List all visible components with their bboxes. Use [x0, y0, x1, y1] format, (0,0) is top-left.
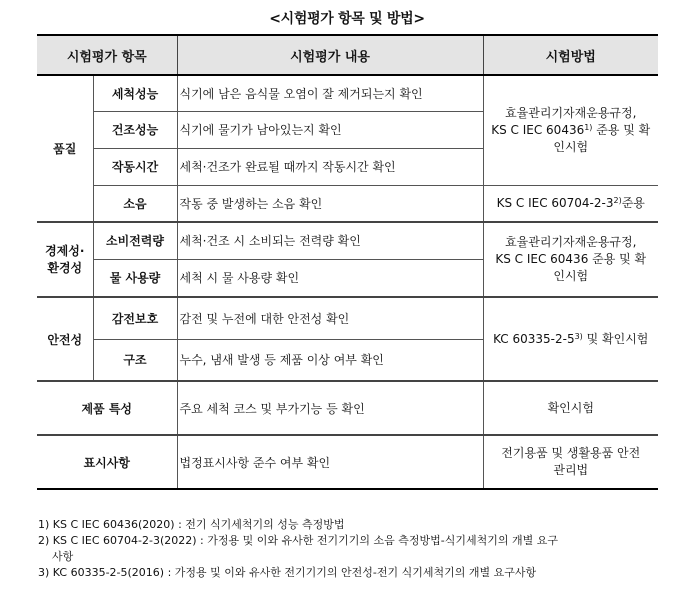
- header-item: 시험평가 항목: [37, 35, 177, 75]
- table-row: [37, 222, 658, 259]
- content-drying: 식기에 물기가 남아있는지 확인: [177, 111, 483, 148]
- table-header-row: [37, 35, 658, 75]
- footnotes: [38, 517, 678, 581]
- method-quality: [483, 75, 658, 185]
- method-labeling-line2: 관리법: [553, 463, 589, 477]
- sub-water: 물 사용량: [93, 259, 177, 297]
- method-noise-tail: 준용: [621, 195, 645, 210]
- page-title: <시험평가 항목 및 방법>: [269, 11, 425, 27]
- header-content: 시험평가 내용: [177, 35, 483, 75]
- category-economy: [37, 222, 93, 297]
- method-quality-line1: 효율관리기자재운용규정,: [505, 105, 637, 120]
- method-quality-tail: 준용 및 확: [592, 122, 651, 137]
- footnote-3: 3) KC 60335-2-5(2016) : 가정용 및 이와 유사한 전기기기의 안전성-전기 식기세척기의 개별 요구사항: [38, 566, 537, 579]
- method-safety-tail: 및 확인시험: [582, 331, 649, 346]
- content-water: 세척 시 물 사용량 확인: [177, 259, 483, 297]
- test-evaluation-table: [37, 34, 658, 490]
- footnote-1: 1) KS C IEC 60436(2020) : 전기 식기세척기의 성능 측정방법: [38, 518, 345, 531]
- method-noise: [483, 185, 658, 222]
- sub-structure: 구조: [93, 339, 177, 381]
- sub-drying: 건조성능: [93, 111, 177, 148]
- method-economy-line3: 인시험: [553, 269, 589, 283]
- content-electric: 감전 및 누전에 대한 안전성 확인: [177, 297, 483, 339]
- sub-operating-time: 작동시간: [93, 148, 177, 185]
- category-safety: 안전성: [37, 297, 93, 381]
- sub-power: 소비전력량: [93, 222, 177, 259]
- category-economy-line2: 환경성: [47, 260, 83, 275]
- method-safety-std: KC 60335-2-5: [493, 331, 575, 346]
- content-operating-time: 세척·건조가 완료될 때까지 작동시간 확인: [177, 148, 483, 185]
- category-economy-line1: 경제성·: [45, 243, 85, 258]
- category-quality: 품질: [37, 75, 93, 222]
- method-features: 확인시험: [483, 381, 658, 435]
- footnote-ref-2: 2): [613, 195, 622, 205]
- method-economy-line1: 효율관리기자재운용규정,: [505, 235, 637, 249]
- sub-electric: 감전보호: [93, 297, 177, 339]
- header-method: 시험방법: [483, 35, 658, 75]
- method-quality-std: KS C IEC 60436: [491, 122, 585, 137]
- table-row: [37, 75, 658, 111]
- method-labeling-line1: 전기용품 및 생활용품 안전: [501, 446, 641, 460]
- method-economy-line2: KS C IEC 60436 준용 및 확: [495, 252, 647, 266]
- sub-washing: 세척성능: [93, 75, 177, 111]
- content-labeling: 법정표시사항 준수 여부 확인: [177, 435, 483, 489]
- table-row: [37, 435, 658, 489]
- method-safety: [483, 297, 658, 381]
- content-power: 세척·건조 시 소비되는 전력량 확인: [177, 222, 483, 259]
- table-row: [37, 381, 658, 435]
- footnote-ref-1: 1): [584, 122, 593, 132]
- method-quality-line2: [486, 122, 657, 139]
- table-row: [37, 185, 658, 222]
- sub-noise: 소음: [93, 185, 177, 222]
- method-labeling: [483, 435, 658, 489]
- footnote-ref-3: 3): [574, 331, 583, 341]
- footnote-2-continued: 사항: [52, 550, 74, 563]
- footnote-2: 2) KS C IEC 60704-2-3(2022) : 가정용 및 이와 유사한 전기기기의 소음 측정방법-식기세척기의 개별 요구: [38, 534, 558, 547]
- content-structure: 누수, 냄새 발생 등 제품 이상 여부 확인: [177, 339, 483, 381]
- method-economy: [483, 222, 658, 297]
- table-row: [37, 297, 658, 339]
- content-features: 주요 세척 코스 및 부가기능 등 확인: [177, 381, 483, 435]
- method-quality-line3: 인시험: [553, 139, 589, 154]
- category-labeling: 표시사항: [37, 435, 177, 489]
- method-noise-std: KS C IEC 60704-2-3: [496, 195, 614, 210]
- content-washing: 식기에 남은 음식물 오염이 잘 제거되는지 확인: [177, 75, 483, 111]
- content-noise: 작동 중 발생하는 소음 확인: [177, 185, 483, 222]
- category-features: 제품 특성: [37, 381, 177, 435]
